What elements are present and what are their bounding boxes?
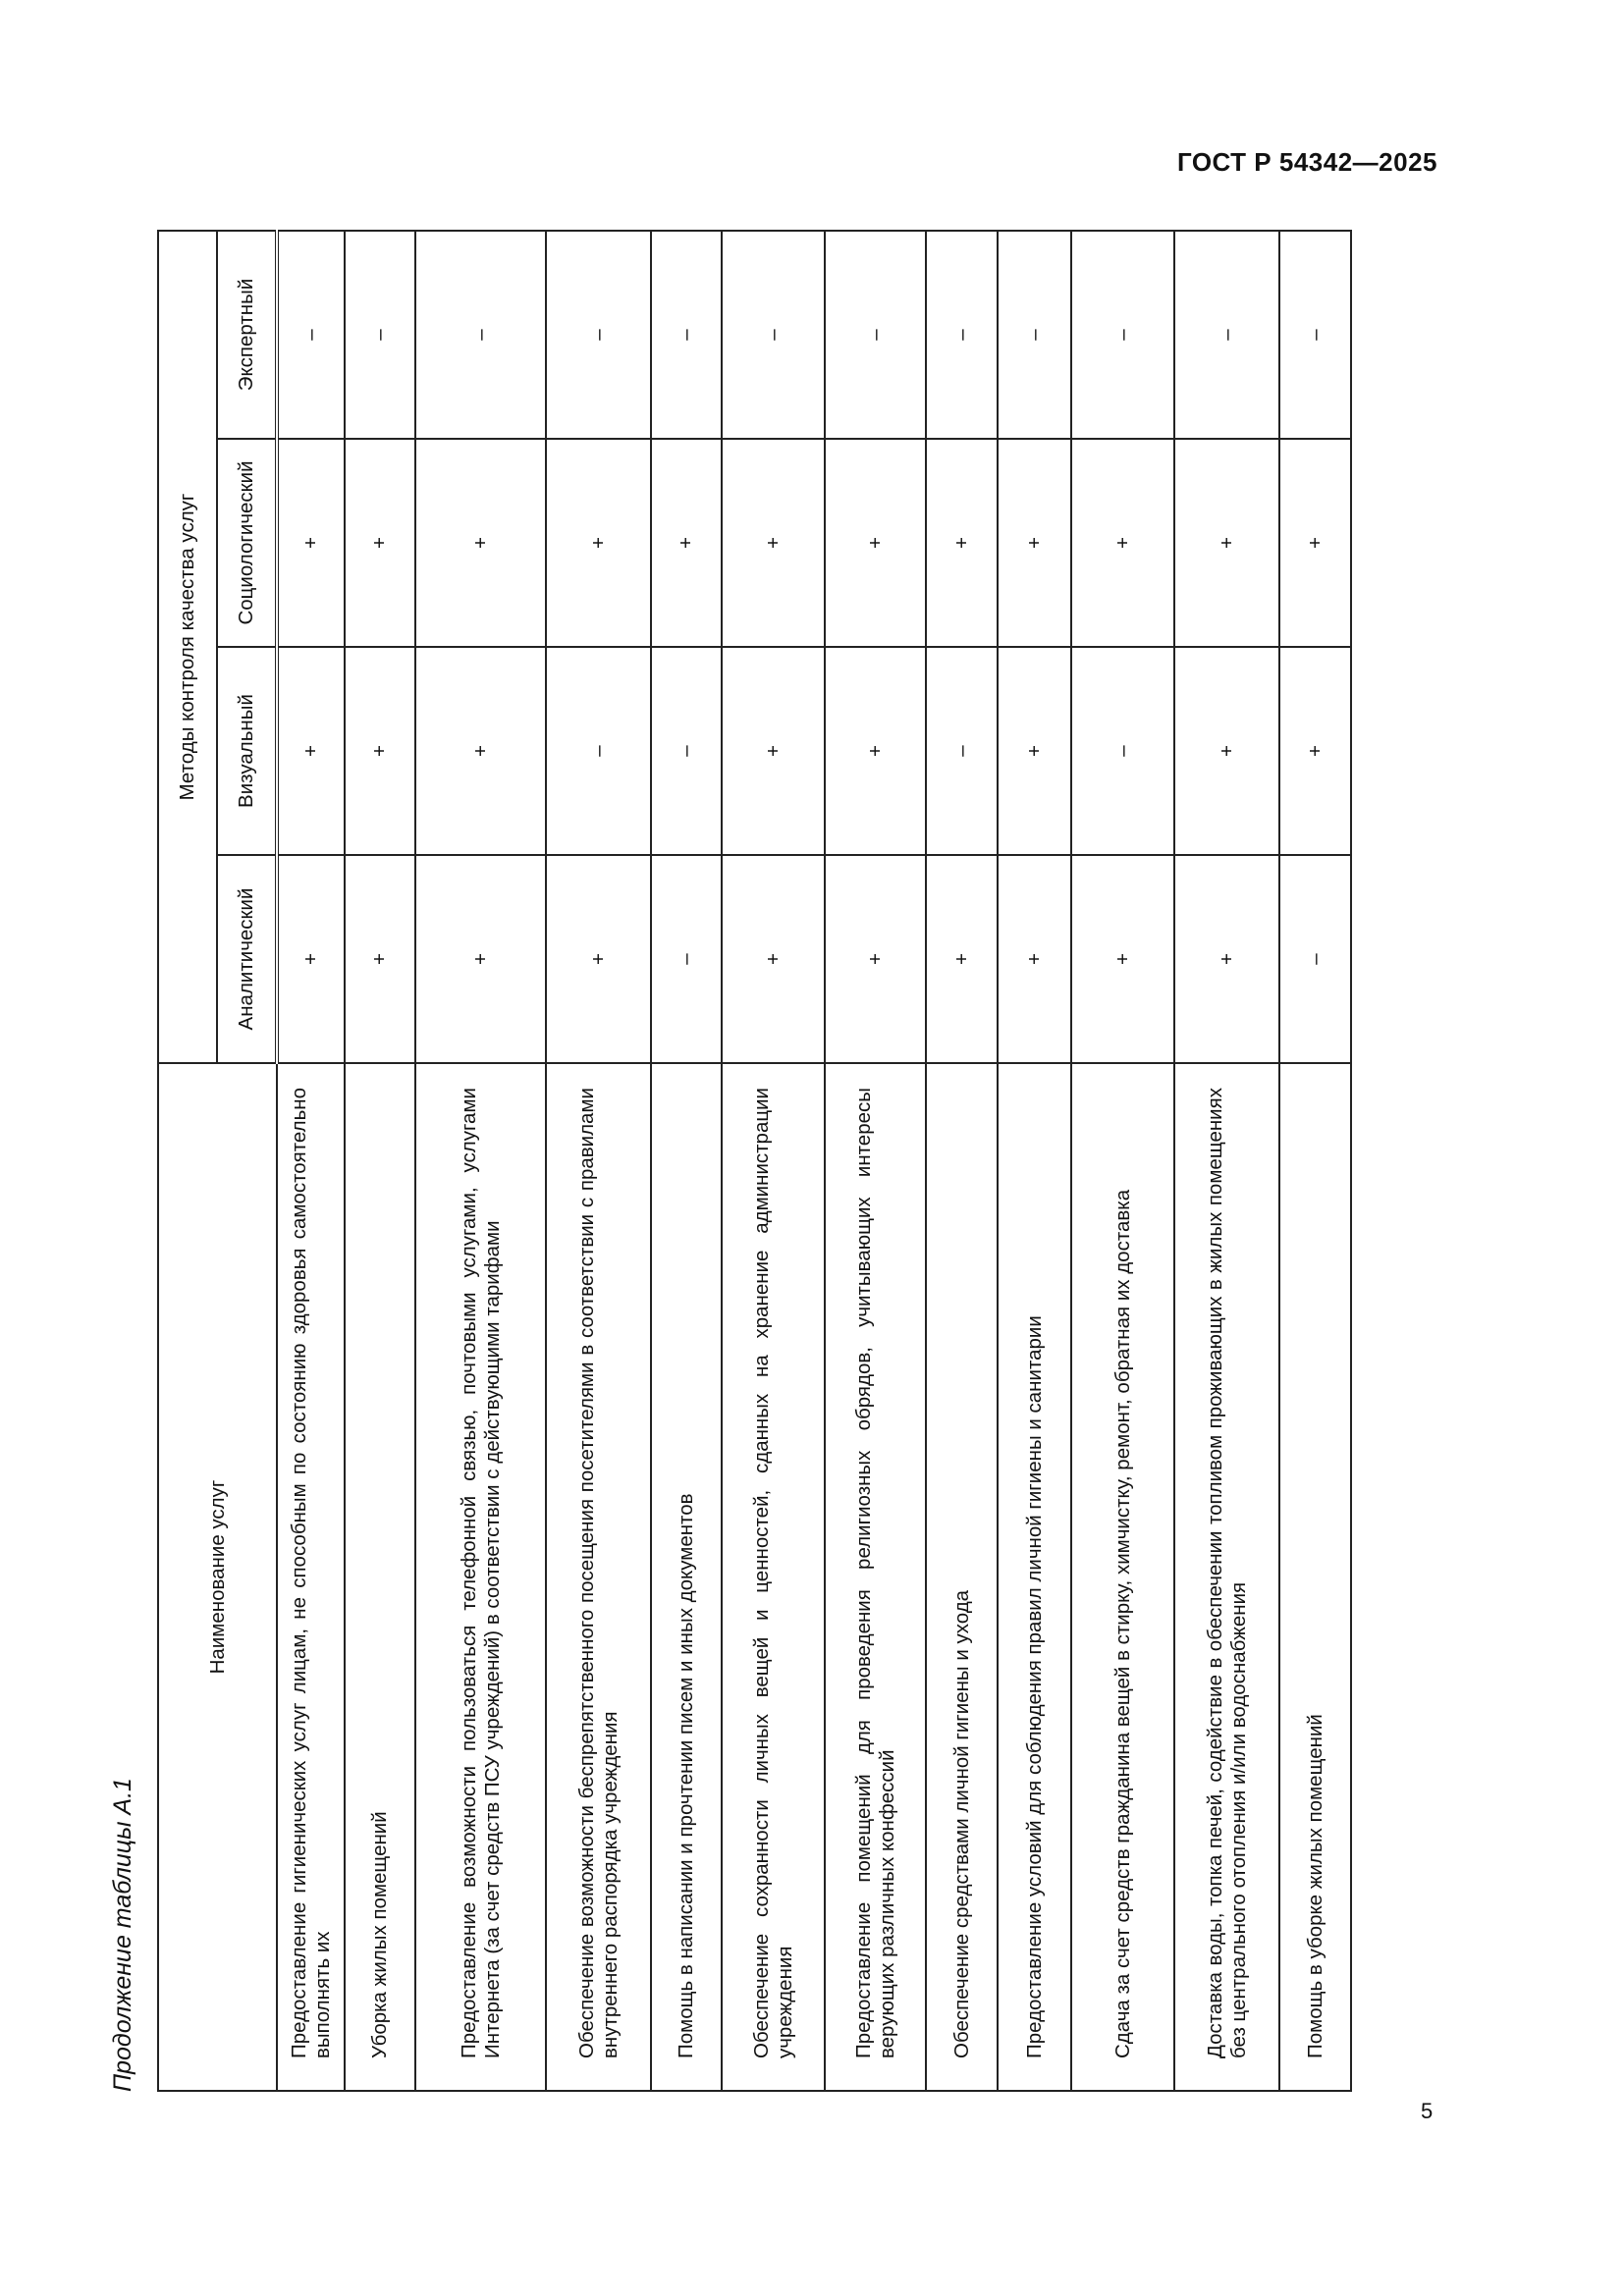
mark-expert: – <box>722 231 825 439</box>
mark-visual: + <box>1174 647 1279 855</box>
service-name: Уборка жилых помещений <box>345 1063 415 2091</box>
mark-visual: + <box>825 647 926 855</box>
method-header-expert: Экспертный <box>217 231 277 439</box>
mark-visual: – <box>546 647 651 855</box>
mark-analytical: + <box>825 855 926 1063</box>
mark-visual: – <box>926 647 998 855</box>
mark-analytical: + <box>926 855 998 1063</box>
table-row <box>345 231 415 2091</box>
methods-group-header: Методы контроля качества услуг <box>158 231 217 1063</box>
table-row <box>998 231 1071 2091</box>
service-name: Предоставление условий для соблюдения правил личной гигиены и санитарии <box>998 1063 1071 2091</box>
rotated-table-area <box>108 227 1409 2092</box>
table-row <box>926 231 998 2091</box>
method-header-visual: Визуальный <box>217 647 277 855</box>
table-row <box>546 231 651 2091</box>
service-name: Доставка воды, топка печей, содействие в обеспечении топливом проживающих в жилых помещениях без центрального отопления и/или водоснабжения <box>1174 1063 1279 2091</box>
method-header-analytical: Аналитический <box>217 855 277 1063</box>
table-row <box>277 231 345 2091</box>
mark-analytical: + <box>345 855 415 1063</box>
page-number: 5 <box>1421 2099 1434 2123</box>
table-row <box>1071 231 1174 2091</box>
table-row <box>1174 231 1279 2091</box>
mark-visual: + <box>415 647 546 855</box>
service-name: Обеспечение возможности беспрепятственного посещения посетителями в соответствии с правилами внутреннего распорядка учреждения <box>546 1063 651 2091</box>
mark-expert: – <box>1174 231 1279 439</box>
mark-visual: + <box>1279 647 1351 855</box>
mark-expert: – <box>415 231 546 439</box>
table-row <box>415 231 546 2091</box>
mark-sociological: + <box>546 439 651 647</box>
mark-sociological: + <box>415 439 546 647</box>
service-name: Помощь в написании и прочтении писем и иных документов <box>651 1063 722 2091</box>
table-row <box>722 231 825 2091</box>
service-name: Предоставление помещений для проведения религиозных обрядов, учитывающих интересы верующих различных конфессий <box>825 1063 926 2091</box>
mark-visual: + <box>998 647 1071 855</box>
table-row <box>651 231 722 2091</box>
mark-sociological: + <box>722 439 825 647</box>
mark-expert: – <box>998 231 1071 439</box>
service-name: Сдача за счет средств гражданина вещей в стирку, химчистку, ремонт, обратная их доставка <box>1071 1063 1174 2091</box>
mark-expert: – <box>926 231 998 439</box>
mark-expert: – <box>825 231 926 439</box>
mark-sociological: + <box>277 439 345 647</box>
mark-analytical: + <box>415 855 546 1063</box>
services-column-header: Наименование услуг <box>158 1063 277 2091</box>
mark-visual: – <box>651 647 722 855</box>
mark-analytical: + <box>722 855 825 1063</box>
mark-analytical: + <box>1071 855 1174 1063</box>
mark-visual: – <box>1071 647 1174 855</box>
table-row <box>825 231 926 2091</box>
mark-expert: – <box>345 231 415 439</box>
mark-sociological: + <box>1071 439 1174 647</box>
mark-expert: – <box>277 231 345 439</box>
mark-sociological: + <box>1279 439 1351 647</box>
service-name: Обеспечение сохранности личных вещей и ценностей, сданных на хранение администрации учреждения <box>722 1063 825 2091</box>
table-row <box>1279 231 1351 2091</box>
mark-sociological: + <box>926 439 998 647</box>
mark-expert: – <box>1071 231 1174 439</box>
service-name: Обеспечение средствами личной гигиены и ухода <box>926 1063 998 2091</box>
service-name: Помощь в уборке жилых помещений <box>1279 1063 1351 2091</box>
mark-visual: + <box>277 647 345 855</box>
mark-analytical: – <box>1279 855 1351 1063</box>
mark-sociological: + <box>651 439 722 647</box>
mark-analytical: – <box>651 855 722 1063</box>
mark-analytical: + <box>1174 855 1279 1063</box>
mark-analytical: + <box>546 855 651 1063</box>
mark-analytical: + <box>277 855 345 1063</box>
mark-expert: – <box>546 231 651 439</box>
mark-expert: – <box>1279 231 1351 439</box>
mark-sociological: + <box>998 439 1071 647</box>
mark-sociological: + <box>1174 439 1279 647</box>
mark-analytical: + <box>998 855 1071 1063</box>
mark-sociological: + <box>345 439 415 647</box>
mark-visual: + <box>722 647 825 855</box>
mark-visual: + <box>345 647 415 855</box>
service-name: Предоставление гигиенических услуг лицам, не способным по состоянию здоровья самостоятельно выполнять их <box>277 1063 345 2091</box>
mark-expert: – <box>651 231 722 439</box>
document-code: ГОСТ Р 54342—2025 <box>1176 147 1437 177</box>
mark-sociological: + <box>825 439 926 647</box>
table-caption: Продолжение таблицы А.1 <box>109 1778 136 2092</box>
method-header-sociological: Социологический <box>217 439 277 647</box>
services-quality-table <box>157 230 1352 2092</box>
service-name: Предоставление возможности пользоваться телефонной связью, почтовыми услугами, услугами Интернета (за счет средств ПСУ учреждений) в соответствии с действующими тарифами <box>415 1063 546 2091</box>
